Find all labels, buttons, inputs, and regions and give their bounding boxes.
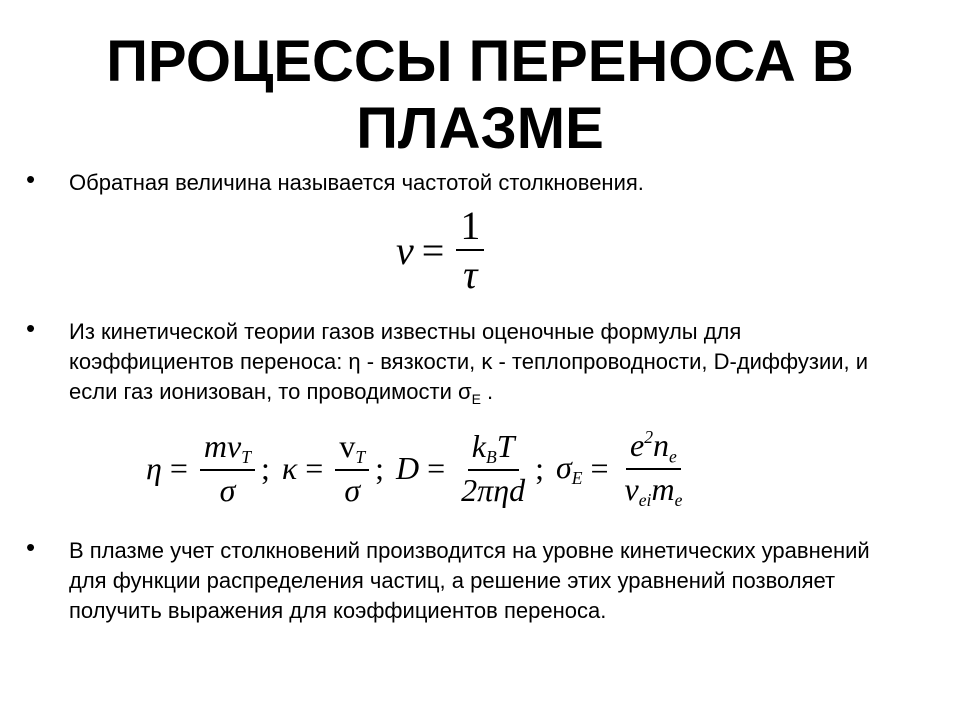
sigma-num-n: n <box>653 427 670 464</box>
bullet-text <box>69 317 899 414</box>
separator: ; <box>375 450 385 487</box>
sigma-den-nu-sub: ei <box>638 489 652 510</box>
conductivity-equals: = <box>590 450 609 487</box>
sigma-num-n-sub: e <box>669 446 677 467</box>
diffusion-numerator <box>468 430 519 471</box>
conductivity-symbol <box>556 449 583 489</box>
transport-coefficients-formula <box>146 428 690 509</box>
eta-num-sub: T <box>241 447 252 468</box>
sigma-den-m-sub: e <box>674 489 683 510</box>
kappa-equals: = <box>305 450 324 487</box>
fraction-denominator: τ <box>463 252 478 297</box>
slide-title: ПРОЦЕССЫ ПЕРЕНОСА В ПЛАЗМЕ <box>106 29 854 161</box>
kappa-num-text: v <box>339 428 356 465</box>
collision-frequency-formula <box>396 205 488 296</box>
formula-lhs: ν <box>396 228 414 273</box>
sigma-den-nu: ν <box>624 470 639 507</box>
formula-equals: = <box>421 228 445 273</box>
bullet-icon: • <box>26 532 36 562</box>
sigma-num-e: e <box>630 427 645 464</box>
diffusion-num-text: k <box>471 428 486 465</box>
bullet-text: В плазме учет столкновений производится на уровне кинетических уравнений для функции распределения частиц, а решение этих уравнений позволяет получить выражения для коэффициентов переноса. <box>69 538 870 623</box>
separator: ; <box>535 450 544 487</box>
conductivity-denominator <box>621 470 687 510</box>
sigma-subscript: E <box>471 391 481 407</box>
sigma-den-m: m <box>651 470 675 507</box>
sigma-text: σ <box>555 448 572 485</box>
eta-num-text: mv <box>203 428 242 465</box>
kappa-num-sub: T <box>355 447 366 468</box>
bullet-text: Обратная величина называется частотой столкновения. <box>69 170 644 195</box>
kappa-numerator <box>335 430 369 471</box>
eta-equals: = <box>169 450 188 487</box>
separator: ; <box>261 450 270 487</box>
bullet-icon: • <box>26 313 36 343</box>
conductivity-numerator <box>626 428 681 470</box>
kappa-symbol: κ <box>281 450 298 487</box>
diffusion-symbol: D <box>396 450 420 487</box>
diffusion-denominator: 2πηd <box>461 471 526 508</box>
bullet-text-tail: . <box>480 379 494 404</box>
eta-symbol: η <box>146 450 162 487</box>
sigma-num-sup: 2 <box>644 427 654 447</box>
bullet-text-main: Из кинетической теории газов известны оценочные формулы для коэффициентов переноса: η - вязкости, κ - теплопроводности, D-диффузии, и если газ ионизован, то проводимости σ <box>69 319 869 404</box>
diffusion-num-sub: B <box>485 447 497 468</box>
fraction-numerator: 1 <box>456 205 484 251</box>
eta-numerator <box>200 430 255 471</box>
formula-fraction <box>456 205 484 296</box>
conductivity-fraction <box>621 428 687 509</box>
diffusion-fraction <box>457 430 529 507</box>
kappa-denominator: σ <box>344 471 361 508</box>
diffusion-equals: = <box>427 450 446 487</box>
kappa-fraction <box>335 430 369 507</box>
diffusion-num-tail: T <box>496 428 515 465</box>
eta-fraction <box>200 430 255 507</box>
bullet-icon: • <box>26 164 36 194</box>
eta-denominator: σ <box>219 471 236 508</box>
sigma-sub: E <box>571 467 583 488</box>
